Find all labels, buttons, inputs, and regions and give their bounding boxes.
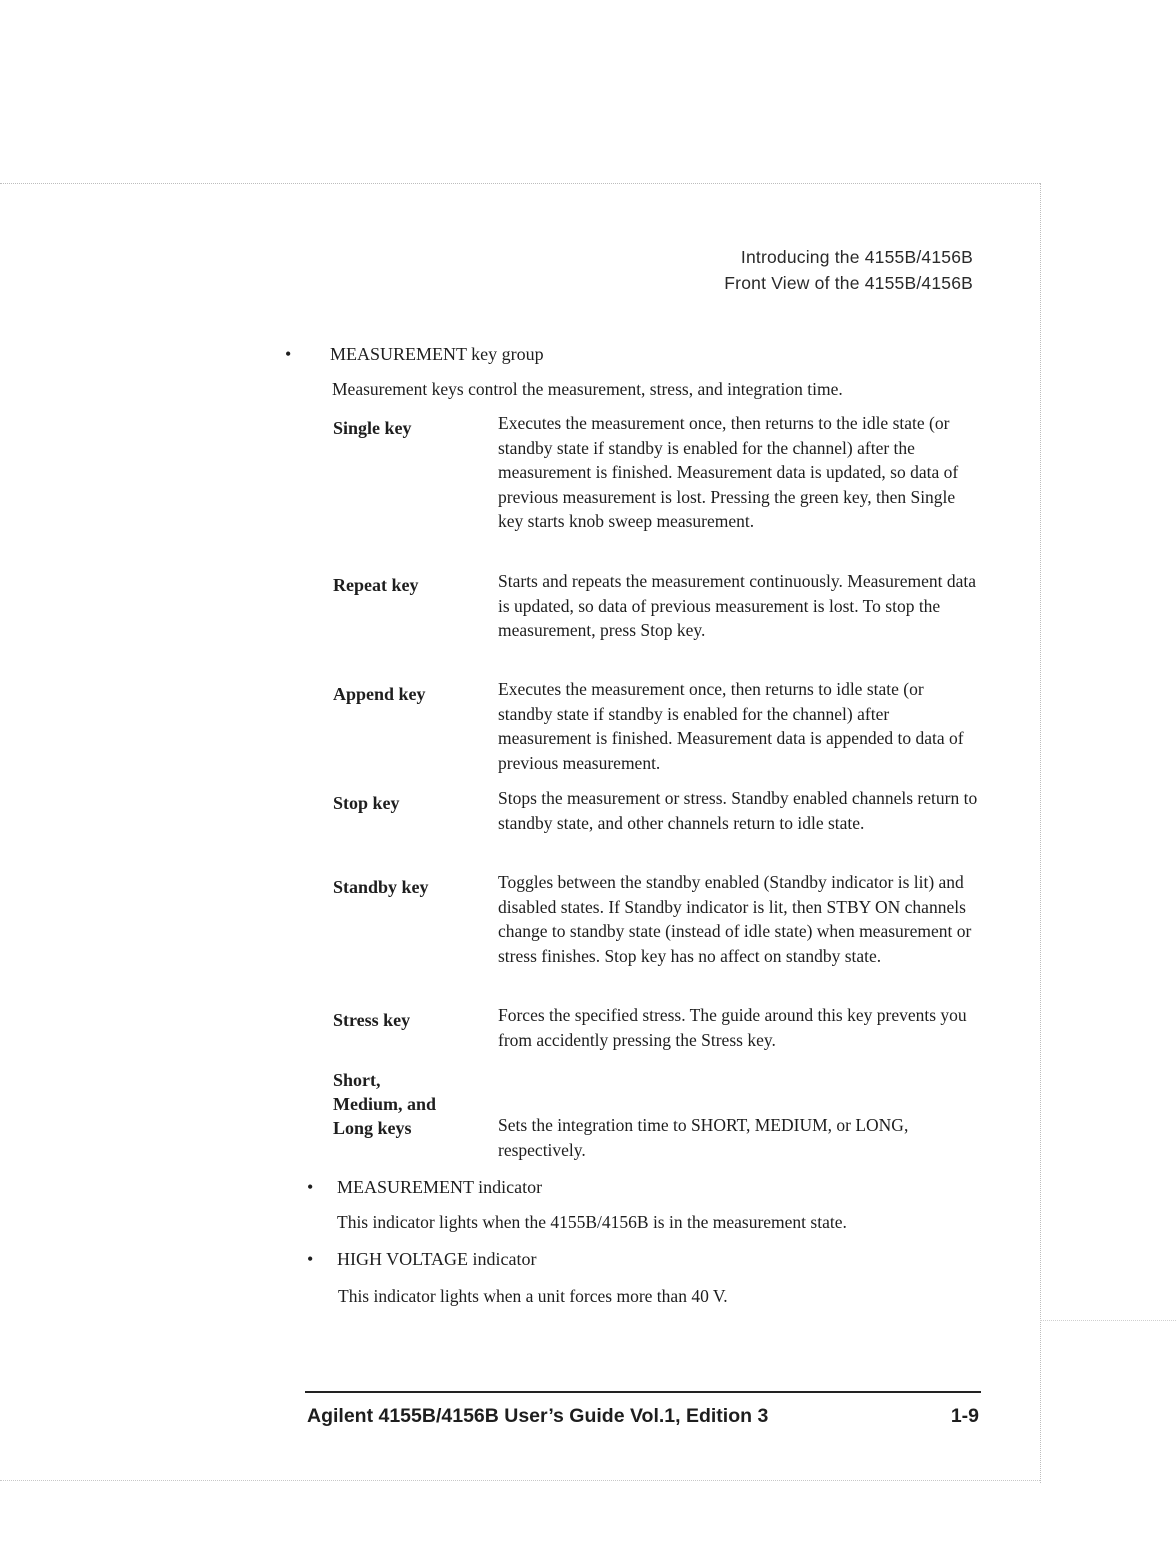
- desc-stress-key: Forces the specified stress. The guide around this key prevents you from accidently pressing the Stress key.: [498, 1005, 967, 1050]
- term-stress-key: Stress key: [333, 1010, 411, 1030]
- desc-repeat-key: Starts and repeats the measurement continuously. Measurement data is updated, so data of previous measurement is lost. To stop the measurement, press Stop key.: [498, 571, 977, 640]
- bullet-dot: •: [307, 1177, 314, 1197]
- bullet-dot: •: [285, 344, 292, 364]
- section-title: MEASUREMENT key group: [330, 344, 544, 364]
- measurement-indicator-title: MEASUREMENT indicator: [337, 1177, 543, 1197]
- footer-rule: [305, 1391, 981, 1393]
- header-section: Front View of the 4155B/4156B: [724, 273, 973, 293]
- high-voltage-indicator-text: This indicator lights when a unit forces more than 40 V.: [338, 1286, 728, 1306]
- term-repeat-key: Repeat key: [333, 575, 419, 595]
- desc-standby-key: Toggles between the standby enabled (Standby indicator is lit) and disabled states. If Standby indicator is lit, then STBY ON channels change to standby state (instead of idle state) when measurement or stress finishes. Stop key has no affect on standby state.: [498, 872, 972, 966]
- term-append-key: Append key: [333, 684, 426, 704]
- scan-edge-bottom: [0, 1480, 1040, 1481]
- measurement-indicator-text: This indicator lights when the 4155B/4156B is in the measurement state.: [337, 1212, 847, 1232]
- header-chapter: Introducing the 4155B/4156B: [740, 247, 973, 267]
- term-line-long: Long keys: [333, 1118, 412, 1138]
- desc-integration-keys: Sets the integration time to SHORT, MEDIUM, or LONG, respectively.: [498, 1115, 909, 1160]
- section-intro: Measurement keys control the measurement, stress, and integration time.: [332, 379, 843, 399]
- scan-edge-right: [1040, 183, 1041, 1483]
- scan-edge-right-lower: [1040, 1320, 1176, 1321]
- bullet-dot: •: [307, 1249, 314, 1269]
- desc-stop-key: Stops the measurement or stress. Standby enabled channels return to standby state, and other channels return to idle state.: [498, 788, 978, 833]
- desc-single-key: Executes the measurement once, then returns to the idle state (or standby state if standby is enabled for the channel) after the measurement is finished. Measurement data is updated, so data of previous measurement is lost. Pressing the green key, then Single key starts knob sweep measurement.: [498, 413, 959, 531]
- scan-edge-top: [0, 183, 1040, 184]
- high-voltage-indicator-title: HIGH VOLTAGE indicator: [337, 1249, 537, 1269]
- term-stop-key: Stop key: [333, 793, 400, 813]
- desc-append-key: Executes the measurement once, then returns to idle state (or standby state if standby is enabled for the channel) after measurement is finished. Measurement data is appended to data of previous measurement.: [498, 679, 964, 773]
- term-standby-key: Standby key: [333, 877, 429, 897]
- term-line-short: Short,: [333, 1070, 381, 1090]
- term-integration-keys: [333, 1068, 436, 1140]
- running-header: [724, 244, 973, 296]
- term-single-key: Single key: [333, 418, 412, 438]
- page-number: 1-9: [950, 1405, 979, 1427]
- term-line-medium: Medium, and: [333, 1094, 437, 1114]
- footer-title: Agilent 4155B/4156B User’s Guide Vol.1, Edition 3: [307, 1405, 769, 1427]
